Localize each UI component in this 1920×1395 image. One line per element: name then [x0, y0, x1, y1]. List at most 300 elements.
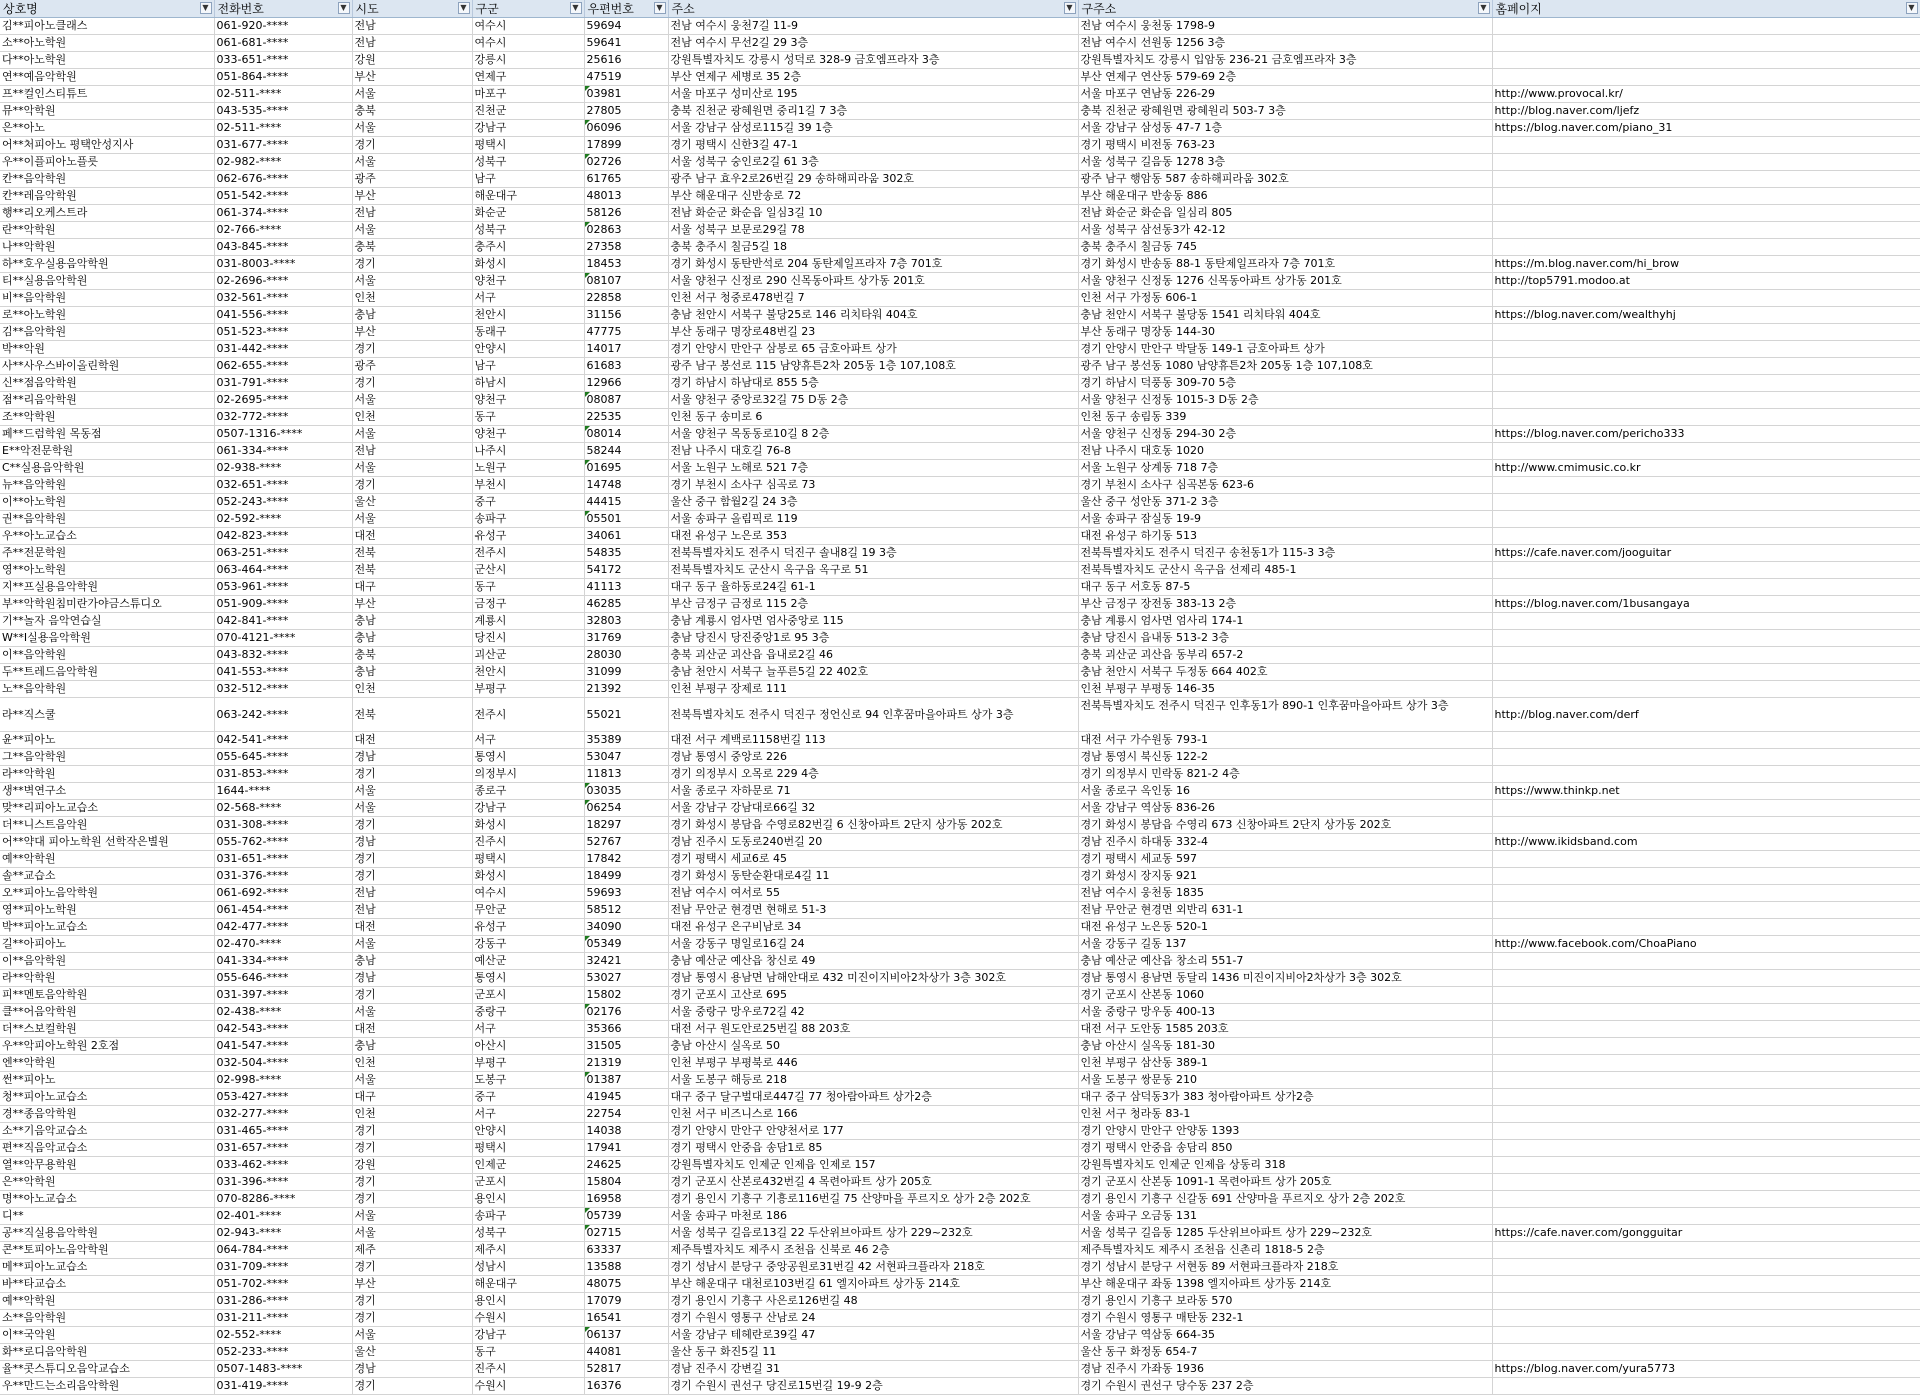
cell-addr[interactable]: 전북특별자치도 군산시 옥구읍 옥구로 51 — [668, 562, 1078, 579]
cell-addr[interactable]: 경기 용인시 기흥구 기흥로116번길 75 산양마을 푸르지오 상가 2층 202호 — [668, 1191, 1078, 1208]
cell-name[interactable]: 연**예음악학원 — [0, 69, 214, 86]
cell-name[interactable]: 행**리오케스트라 — [0, 205, 214, 222]
cell-gugun[interactable]: 진천군 — [472, 103, 584, 120]
filter-dropdown-icon[interactable]: ▼ — [338, 2, 350, 14]
cell-old[interactable]: 제주특별자치도 제주시 조천읍 신촌리 1818-5 2층 — [1078, 1242, 1492, 1259]
cell-gugun[interactable]: 진주시 — [472, 834, 584, 851]
cell-gugun[interactable]: 양천구 — [472, 273, 584, 290]
cell-sido[interactable]: 대전 — [352, 732, 472, 749]
cell-name[interactable]: 클**어음악학원 — [0, 1004, 214, 1021]
cell-sido[interactable]: 경기 — [352, 1310, 472, 1327]
cell-home[interactable]: https://blog.naver.com/wealthyhj — [1492, 307, 1920, 324]
cell-name[interactable]: 편**직음악교습소 — [0, 1140, 214, 1157]
cell-old[interactable]: 서울 강남구 역삼동 836-26 — [1078, 800, 1492, 817]
cell-phone[interactable]: 031-397-**** — [214, 987, 352, 1004]
cell-home[interactable] — [1492, 222, 1920, 239]
cell-addr[interactable]: 경기 평택시 안중읍 송담1로 85 — [668, 1140, 1078, 1157]
cell-gugun[interactable]: 유성구 — [472, 919, 584, 936]
cell-phone[interactable]: 02-511-**** — [214, 120, 352, 137]
cell-sido[interactable]: 울산 — [352, 1344, 472, 1361]
cell-addr[interactable]: 전남 무안군 현경면 현해로 51-3 — [668, 902, 1078, 919]
cell-addr[interactable]: 충북 괴산군 괴산읍 읍내로2길 46 — [668, 647, 1078, 664]
cell-name[interactable]: W**I실용음악학원 — [0, 630, 214, 647]
cell-sido[interactable]: 인천 — [352, 681, 472, 698]
cell-sido[interactable]: 전남 — [352, 18, 472, 35]
cell-addr[interactable]: 경기 안양시 만안구 삼봉로 65 금호아파트 상가 — [668, 341, 1078, 358]
cell-gugun[interactable]: 통영시 — [472, 970, 584, 987]
cell-home[interactable] — [1492, 375, 1920, 392]
cell-zip[interactable]: 54172 — [584, 562, 668, 579]
cell-old[interactable]: 서울 양천구 신정동 1015-3 D동 2층 — [1078, 392, 1492, 409]
cell-gugun[interactable]: 강동구 — [472, 936, 584, 953]
cell-home[interactable] — [1492, 1106, 1920, 1123]
cell-sido[interactable]: 경기 — [352, 817, 472, 834]
cell-phone[interactable]: 02-2695-**** — [214, 392, 352, 409]
column-header-addr[interactable] — [668, 0, 1078, 18]
cell-home[interactable] — [1492, 664, 1920, 681]
cell-phone[interactable]: 064-784-**** — [214, 1242, 352, 1259]
cell-sido[interactable]: 전북 — [352, 698, 472, 732]
filter-dropdown-icon[interactable]: ▼ — [458, 2, 470, 14]
cell-zip[interactable]: 32803 — [584, 613, 668, 630]
cell-sido[interactable]: 서울 — [352, 426, 472, 443]
cell-phone[interactable]: 061-334-**** — [214, 443, 352, 460]
cell-gugun[interactable]: 용인시 — [472, 1191, 584, 1208]
cell-phone[interactable]: 052-243-**** — [214, 494, 352, 511]
cell-phone[interactable]: 061-681-**** — [214, 35, 352, 52]
cell-zip[interactable]: 59694 — [584, 18, 668, 35]
cell-name[interactable]: 윤**피아노 — [0, 732, 214, 749]
cell-home[interactable] — [1492, 919, 1920, 936]
cell-addr[interactable]: 대전 서구 원도안로25번길 88 203호 — [668, 1021, 1078, 1038]
cell-phone[interactable]: 031-376-**** — [214, 868, 352, 885]
cell-home[interactable] — [1492, 18, 1920, 35]
cell-home[interactable]: https://blog.naver.com/piano_31 — [1492, 120, 1920, 137]
cell-sido[interactable]: 전남 — [352, 885, 472, 902]
cell-phone[interactable]: 043-535-**** — [214, 103, 352, 120]
cell-zip[interactable]: 41113 — [584, 579, 668, 596]
cell-gugun[interactable]: 중구 — [472, 1089, 584, 1106]
cell-old[interactable]: 전남 무안군 현경면 외반리 631-1 — [1078, 902, 1492, 919]
cell-old[interactable]: 경남 통영시 북신동 122-2 — [1078, 749, 1492, 766]
cell-zip[interactable]: 41945 — [584, 1089, 668, 1106]
cell-name[interactable]: 생**벽연구소 — [0, 783, 214, 800]
cell-old[interactable]: 경기 용인시 기흥구 신갈동 691 산양마을 푸르지오 상가 2층 202호 — [1078, 1191, 1492, 1208]
cell-sido[interactable]: 서울 — [352, 1327, 472, 1344]
cell-old[interactable]: 대전 유성구 하기동 513 — [1078, 528, 1492, 545]
cell-gugun[interactable]: 여수시 — [472, 18, 584, 35]
cell-addr[interactable]: 서울 중랑구 망우로72길 42 — [668, 1004, 1078, 1021]
cell-old[interactable]: 서울 성북구 삼선동3가 42-12 — [1078, 222, 1492, 239]
cell-home[interactable]: https://cafe.naver.com/gongguitar — [1492, 1225, 1920, 1242]
cell-old[interactable]: 경기 하남시 덕풍동 309-70 5층 — [1078, 375, 1492, 392]
cell-name[interactable]: 예**악학원 — [0, 1293, 214, 1310]
filter-dropdown-icon[interactable]: ▼ — [654, 2, 666, 14]
cell-zip[interactable]: 15802 — [584, 987, 668, 1004]
cell-name[interactable]: 그**음악학원 — [0, 749, 214, 766]
cell-addr[interactable]: 서울 강남구 삼성로115길 39 1층 — [668, 120, 1078, 137]
cell-old[interactable]: 서울 강동구 길동 137 — [1078, 936, 1492, 953]
cell-home[interactable]: http://www.provocal.kr/ — [1492, 86, 1920, 103]
cell-addr[interactable]: 서울 강남구 테헤란로39길 47 — [668, 1327, 1078, 1344]
cell-zip[interactable]: 08014 — [584, 426, 668, 443]
cell-sido[interactable]: 부산 — [352, 324, 472, 341]
cell-home[interactable] — [1492, 630, 1920, 647]
cell-old[interactable]: 경기 의정부시 민락동 821-2 4층 — [1078, 766, 1492, 783]
cell-home[interactable] — [1492, 154, 1920, 171]
cell-home[interactable] — [1492, 358, 1920, 375]
cell-old[interactable]: 경기 군포시 산본동 1060 — [1078, 987, 1492, 1004]
cell-gugun[interactable]: 도봉구 — [472, 1072, 584, 1089]
cell-addr[interactable]: 인천 서구 비즈니스로 166 — [668, 1106, 1078, 1123]
cell-gugun[interactable]: 군산시 — [472, 562, 584, 579]
cell-phone[interactable]: 02-401-**** — [214, 1208, 352, 1225]
cell-home[interactable] — [1492, 341, 1920, 358]
cell-phone[interactable]: 0507-1316-**** — [214, 426, 352, 443]
cell-sido[interactable]: 경기 — [352, 851, 472, 868]
cell-name[interactable]: 우**악피아노학원 2호점 — [0, 1038, 214, 1055]
cell-zip[interactable]: 55021 — [584, 698, 668, 732]
cell-phone[interactable]: 032-772-**** — [214, 409, 352, 426]
cell-old[interactable]: 경기 화성시 장지동 921 — [1078, 868, 1492, 885]
cell-sido[interactable]: 서울 — [352, 460, 472, 477]
cell-phone[interactable]: 02-766-**** — [214, 222, 352, 239]
cell-addr[interactable]: 서울 강남구 강남대로66길 32 — [668, 800, 1078, 817]
cell-old[interactable]: 부산 동래구 명장동 144-30 — [1078, 324, 1492, 341]
cell-old[interactable]: 대전 유성구 노은동 520-1 — [1078, 919, 1492, 936]
cell-name[interactable]: 점**리음악학원 — [0, 392, 214, 409]
cell-gugun[interactable]: 동구 — [472, 409, 584, 426]
cell-gugun[interactable]: 부평구 — [472, 681, 584, 698]
cell-zip[interactable]: 02176 — [584, 1004, 668, 1021]
cell-home[interactable] — [1492, 239, 1920, 256]
cell-gugun[interactable]: 노원구 — [472, 460, 584, 477]
cell-gugun[interactable]: 서구 — [472, 1106, 584, 1123]
cell-phone[interactable]: 02-470-**** — [214, 936, 352, 953]
cell-zip[interactable]: 08107 — [584, 273, 668, 290]
cell-old[interactable]: 경기 용인시 기흥구 보라동 570 — [1078, 1293, 1492, 1310]
cell-phone[interactable]: 031-791-**** — [214, 375, 352, 392]
cell-sido[interactable]: 전남 — [352, 205, 472, 222]
cell-gugun[interactable]: 평택시 — [472, 851, 584, 868]
cell-addr[interactable]: 서울 성북구 숭인로2길 61 3층 — [668, 154, 1078, 171]
cell-zip[interactable]: 31156 — [584, 307, 668, 324]
cell-phone[interactable]: 052-233-**** — [214, 1344, 352, 1361]
cell-phone[interactable]: 051-864-**** — [214, 69, 352, 86]
cell-gugun[interactable]: 강릉시 — [472, 52, 584, 69]
cell-name[interactable]: C**실용음악학원 — [0, 460, 214, 477]
cell-gugun[interactable]: 송파구 — [472, 1208, 584, 1225]
cell-phone[interactable]: 053-427-**** — [214, 1089, 352, 1106]
cell-name[interactable]: 소**기음악교습소 — [0, 1123, 214, 1140]
cell-name[interactable]: 라**악학원 — [0, 766, 214, 783]
cell-sido[interactable]: 대전 — [352, 1021, 472, 1038]
cell-zip[interactable]: 32421 — [584, 953, 668, 970]
cell-sido[interactable]: 서울 — [352, 86, 472, 103]
cell-zip[interactable]: 34061 — [584, 528, 668, 545]
cell-name[interactable]: 페**드럼학원 목동점 — [0, 426, 214, 443]
cell-phone[interactable]: 061-374-**** — [214, 205, 352, 222]
cell-old[interactable]: 충북 진천군 광혜원면 광혜원리 503-7 3층 — [1078, 103, 1492, 120]
cell-zip[interactable]: 02715 — [584, 1225, 668, 1242]
cell-name[interactable]: 권**음악학원 — [0, 511, 214, 528]
cell-zip[interactable]: 02726 — [584, 154, 668, 171]
column-header-home[interactable] — [1492, 0, 1920, 18]
cell-name[interactable]: 은**아노 — [0, 120, 214, 137]
cell-old[interactable]: 충남 당진시 읍내동 513-2 3층 — [1078, 630, 1492, 647]
cell-home[interactable]: https://cafe.naver.com/jooguitar — [1492, 545, 1920, 562]
cell-phone[interactable]: 031-308-**** — [214, 817, 352, 834]
cell-name[interactable]: 조**악학원 — [0, 409, 214, 426]
cell-phone[interactable]: 041-556-**** — [214, 307, 352, 324]
cell-home[interactable] — [1492, 613, 1920, 630]
cell-phone[interactable]: 061-692-**** — [214, 885, 352, 902]
cell-sido[interactable]: 충북 — [352, 103, 472, 120]
cell-home[interactable] — [1492, 1293, 1920, 1310]
cell-gugun[interactable]: 양천구 — [472, 426, 584, 443]
cell-old[interactable]: 인천 부평구 삼산동 389-1 — [1078, 1055, 1492, 1072]
cell-name[interactable]: 란**악학원 — [0, 222, 214, 239]
cell-gugun[interactable]: 부평구 — [472, 1055, 584, 1072]
cell-name[interactable]: 율**콧스튜디오음악교습소 — [0, 1361, 214, 1378]
cell-zip[interactable]: 35389 — [584, 732, 668, 749]
cell-addr[interactable]: 부산 해운대구 신반송로 72 — [668, 188, 1078, 205]
filter-dropdown-icon[interactable]: ▼ — [570, 2, 582, 14]
cell-old[interactable]: 광주 남구 봉선동 1080 남양휴튼2차 205동 1층 107,108호 — [1078, 358, 1492, 375]
cell-zip[interactable]: 52817 — [584, 1361, 668, 1378]
cell-name[interactable]: 하**호우실용음악학원 — [0, 256, 214, 273]
cell-phone[interactable]: 02-982-**** — [214, 154, 352, 171]
cell-zip[interactable]: 48075 — [584, 1276, 668, 1293]
cell-addr[interactable]: 인천 부평구 부평북로 446 — [668, 1055, 1078, 1072]
cell-phone[interactable]: 02-511-**** — [214, 86, 352, 103]
cell-home[interactable]: https://blog.naver.com/yura5773 — [1492, 1361, 1920, 1378]
cell-addr[interactable]: 경기 성남시 분당구 중앙공원로31번길 42 서현파크플라자 218호 — [668, 1259, 1078, 1276]
cell-gugun[interactable]: 중랑구 — [472, 1004, 584, 1021]
cell-addr[interactable]: 서울 마포구 성미산로 195 — [668, 86, 1078, 103]
cell-gugun[interactable]: 괴산군 — [472, 647, 584, 664]
cell-addr[interactable]: 경기 화성시 동탄순환대로4길 11 — [668, 868, 1078, 885]
cell-name[interactable]: 라**악학원 — [0, 970, 214, 987]
cell-old[interactable]: 서울 송파구 잠실동 19-9 — [1078, 511, 1492, 528]
cell-old[interactable]: 서울 종로구 옥인동 16 — [1078, 783, 1492, 800]
cell-phone[interactable]: 070-4121-**** — [214, 630, 352, 647]
cell-zip[interactable]: 16376 — [584, 1378, 668, 1395]
cell-name[interactable]: 부**악학원침미란가야금스튜디오 — [0, 596, 214, 613]
cell-sido[interactable]: 인천 — [352, 290, 472, 307]
cell-sido[interactable]: 대구 — [352, 579, 472, 596]
cell-gugun[interactable]: 화성시 — [472, 817, 584, 834]
cell-sido[interactable]: 서울 — [352, 1225, 472, 1242]
cell-gugun[interactable]: 종로구 — [472, 783, 584, 800]
cell-phone[interactable]: 02-2696-**** — [214, 273, 352, 290]
cell-zip[interactable]: 17899 — [584, 137, 668, 154]
cell-gugun[interactable]: 전주시 — [472, 698, 584, 732]
cell-old[interactable]: 경기 평택시 비전동 763-23 — [1078, 137, 1492, 154]
cell-name[interactable]: E**악전문학원 — [0, 443, 214, 460]
cell-gugun[interactable]: 해운대구 — [472, 1276, 584, 1293]
cell-old[interactable]: 인천 서구 가정동 606-1 — [1078, 290, 1492, 307]
cell-zip[interactable]: 16958 — [584, 1191, 668, 1208]
cell-phone[interactable]: 031-853-**** — [214, 766, 352, 783]
cell-phone[interactable]: 02-938-**** — [214, 460, 352, 477]
cell-home[interactable] — [1492, 1191, 1920, 1208]
cell-old[interactable]: 충북 괴산군 괴산읍 동부리 657-2 — [1078, 647, 1492, 664]
filter-dropdown-icon[interactable]: ▼ — [200, 2, 212, 14]
cell-sido[interactable]: 광주 — [352, 358, 472, 375]
cell-gugun[interactable]: 남구 — [472, 358, 584, 375]
cell-phone[interactable]: 053-961-**** — [214, 579, 352, 596]
cell-gugun[interactable]: 여수시 — [472, 35, 584, 52]
cell-phone[interactable]: 063-251-**** — [214, 545, 352, 562]
cell-addr[interactable]: 서울 양천구 신정로 290 신목동아파트 상가동 201호 — [668, 273, 1078, 290]
cell-gugun[interactable]: 성남시 — [472, 1259, 584, 1276]
cell-addr[interactable]: 경기 군포시 산본로432번길 4 목련아파트 상가 205호 — [668, 1174, 1078, 1191]
cell-old[interactable]: 충남 계룡시 엄사면 엄사리 174-1 — [1078, 613, 1492, 630]
cell-name[interactable]: 은**악학원 — [0, 1174, 214, 1191]
cell-gugun[interactable]: 여수시 — [472, 885, 584, 902]
cell-zip[interactable]: 46285 — [584, 596, 668, 613]
cell-home[interactable]: https://www.thinkp.net — [1492, 783, 1920, 800]
cell-addr[interactable]: 경남 진주시 강변길 31 — [668, 1361, 1078, 1378]
cell-zip[interactable]: 14748 — [584, 477, 668, 494]
cell-home[interactable] — [1492, 562, 1920, 579]
cell-phone[interactable]: 032-504-**** — [214, 1055, 352, 1072]
cell-addr[interactable]: 인천 부평구 장제로 111 — [668, 681, 1078, 698]
cell-addr[interactable]: 울산 중구 함월2길 24 3층 — [668, 494, 1078, 511]
cell-name[interactable]: 소**아노학원 — [0, 35, 214, 52]
cell-zip[interactable]: 28030 — [584, 647, 668, 664]
cell-gugun[interactable]: 화순군 — [472, 205, 584, 222]
cell-addr[interactable]: 부산 연제구 세병로 35 2층 — [668, 69, 1078, 86]
cell-home[interactable] — [1492, 681, 1920, 698]
cell-phone[interactable]: 02-552-**** — [214, 1327, 352, 1344]
cell-zip[interactable]: 54835 — [584, 545, 668, 562]
cell-addr[interactable]: 전남 화순군 화순읍 일심3길 10 — [668, 205, 1078, 222]
cell-old[interactable]: 경기 화성시 반송동 88-1 동탄제일프라자 7층 701호 — [1078, 256, 1492, 273]
cell-zip[interactable]: 61765 — [584, 171, 668, 188]
cell-addr[interactable]: 경기 화성시 동탄반석로 204 동탄제일프라자 7층 701호 — [668, 256, 1078, 273]
cell-sido[interactable]: 충남 — [352, 630, 472, 647]
cell-sido[interactable]: 서울 — [352, 936, 472, 953]
cell-zip[interactable]: 22754 — [584, 1106, 668, 1123]
cell-name[interactable]: 칸**레음악학원 — [0, 188, 214, 205]
cell-addr[interactable]: 서울 송파구 올림픽로 119 — [668, 511, 1078, 528]
cell-name[interactable]: 노**음악학원 — [0, 681, 214, 698]
cell-old[interactable]: 부산 금정구 장전동 383-13 2층 — [1078, 596, 1492, 613]
cell-home[interactable] — [1492, 35, 1920, 52]
cell-home[interactable] — [1492, 1276, 1920, 1293]
cell-name[interactable]: 나**악학원 — [0, 239, 214, 256]
cell-phone[interactable]: 031-396-**** — [214, 1174, 352, 1191]
cell-zip[interactable]: 06254 — [584, 800, 668, 817]
cell-sido[interactable]: 인천 — [352, 1106, 472, 1123]
cell-gugun[interactable]: 남구 — [472, 171, 584, 188]
cell-phone[interactable]: 055-646-**** — [214, 970, 352, 987]
cell-name[interactable]: 기**놀자 음악연습실 — [0, 613, 214, 630]
cell-old[interactable]: 전남 나주시 대호동 1020 — [1078, 443, 1492, 460]
cell-gugun[interactable]: 천안시 — [472, 307, 584, 324]
cell-gugun[interactable]: 유성구 — [472, 528, 584, 545]
cell-gugun[interactable]: 군포시 — [472, 987, 584, 1004]
cell-sido[interactable]: 서울 — [352, 783, 472, 800]
cell-name[interactable]: 우**이플피아노플릇 — [0, 154, 214, 171]
cell-name[interactable]: 김**음악학원 — [0, 324, 214, 341]
cell-zip[interactable]: 34090 — [584, 919, 668, 936]
cell-old[interactable]: 서울 양천구 신정동 294-30 2층 — [1078, 426, 1492, 443]
cell-zip[interactable]: 58126 — [584, 205, 668, 222]
cell-home[interactable]: http://www.cmimusic.co.kr — [1492, 460, 1920, 477]
cell-old[interactable]: 인천 동구 송림동 339 — [1078, 409, 1492, 426]
cell-name[interactable]: 디** — [0, 1208, 214, 1225]
cell-phone[interactable]: 041-334-**** — [214, 953, 352, 970]
cell-addr[interactable]: 경기 안양시 만안구 안양천서로 177 — [668, 1123, 1078, 1140]
cell-old[interactable]: 대구 중구 삼덕동3가 383 청아람아파트 상가2층 — [1078, 1089, 1492, 1106]
cell-gugun[interactable]: 의정부시 — [472, 766, 584, 783]
cell-gugun[interactable]: 성북구 — [472, 154, 584, 171]
cell-old[interactable]: 대구 동구 서호동 87-5 — [1078, 579, 1492, 596]
cell-addr[interactable]: 서울 성북구 보문로29길 78 — [668, 222, 1078, 239]
cell-addr[interactable]: 경남 통영시 중앙로 226 — [668, 749, 1078, 766]
cell-old[interactable]: 광주 남구 행암동 587 송하해피라움 302호 — [1078, 171, 1492, 188]
cell-phone[interactable]: 032-651-**** — [214, 477, 352, 494]
cell-addr[interactable]: 광주 남구 봉선로 115 남양휴튼2차 205동 1층 107,108호 — [668, 358, 1078, 375]
cell-home[interactable] — [1492, 749, 1920, 766]
cell-name[interactable]: 화**로디음악학원 — [0, 1344, 214, 1361]
cell-gugun[interactable]: 통영시 — [472, 749, 584, 766]
cell-home[interactable] — [1492, 1072, 1920, 1089]
cell-name[interactable]: 우**만드는소리음악학원 — [0, 1378, 214, 1395]
cell-old[interactable]: 경기 수원시 권선구 당수동 237 2층 — [1078, 1378, 1492, 1395]
cell-zip[interactable]: 08087 — [584, 392, 668, 409]
cell-zip[interactable]: 11813 — [584, 766, 668, 783]
cell-sido[interactable]: 서울 — [352, 154, 472, 171]
cell-addr[interactable]: 경남 통영시 용남면 남해안대로 432 미진이지비아2차상가 3층 302호 — [668, 970, 1078, 987]
cell-sido[interactable]: 부산 — [352, 596, 472, 613]
cell-gugun[interactable]: 평택시 — [472, 137, 584, 154]
cell-old[interactable]: 강원특별자치도 인제군 인제읍 상동리 318 — [1078, 1157, 1492, 1174]
cell-name[interactable]: 피**멘토음악학원 — [0, 987, 214, 1004]
cell-phone[interactable]: 031-442-**** — [214, 341, 352, 358]
cell-name[interactable]: 솔**교습소 — [0, 868, 214, 885]
cell-name[interactable]: 공**직실용음악학원 — [0, 1225, 214, 1242]
cell-name[interactable]: 소**음악학원 — [0, 1310, 214, 1327]
cell-addr[interactable]: 경기 수원시 권선구 당진로15번길 19-9 2층 — [668, 1378, 1078, 1395]
cell-gugun[interactable]: 서구 — [472, 1021, 584, 1038]
cell-old[interactable]: 대전 서구 도안동 1585 203호 — [1078, 1021, 1492, 1038]
cell-gugun[interactable]: 전주시 — [472, 545, 584, 562]
cell-old[interactable]: 경기 안양시 만안구 안양동 1393 — [1078, 1123, 1492, 1140]
cell-phone[interactable]: 041-547-**** — [214, 1038, 352, 1055]
cell-zip[interactable]: 22858 — [584, 290, 668, 307]
cell-phone[interactable]: 031-286-**** — [214, 1293, 352, 1310]
cell-addr[interactable]: 충북 충주시 칠금5길 18 — [668, 239, 1078, 256]
cell-addr[interactable]: 경기 부천시 소사구 심곡로 73 — [668, 477, 1078, 494]
cell-addr[interactable]: 대구 중구 달구벌대로447길 77 청아람아파트 상가2층 — [668, 1089, 1078, 1106]
cell-zip[interactable]: 53027 — [584, 970, 668, 987]
cell-gugun[interactable]: 계룡시 — [472, 613, 584, 630]
cell-addr[interactable]: 경기 용인시 기흥구 사은로126번길 48 — [668, 1293, 1078, 1310]
cell-sido[interactable]: 경기 — [352, 868, 472, 885]
cell-addr[interactable]: 부산 해운대구 대천로103번길 61 엘지아파트 상가동 214호 — [668, 1276, 1078, 1293]
cell-name[interactable]: 이**음악학원 — [0, 953, 214, 970]
cell-addr[interactable]: 경남 진주시 도동로240번길 20 — [668, 834, 1078, 851]
cell-addr[interactable]: 충남 당진시 당진중앙1로 95 3층 — [668, 630, 1078, 647]
cell-zip[interactable]: 61683 — [584, 358, 668, 375]
cell-home[interactable] — [1492, 766, 1920, 783]
cell-sido[interactable]: 인천 — [352, 409, 472, 426]
cell-zip[interactable]: 18297 — [584, 817, 668, 834]
